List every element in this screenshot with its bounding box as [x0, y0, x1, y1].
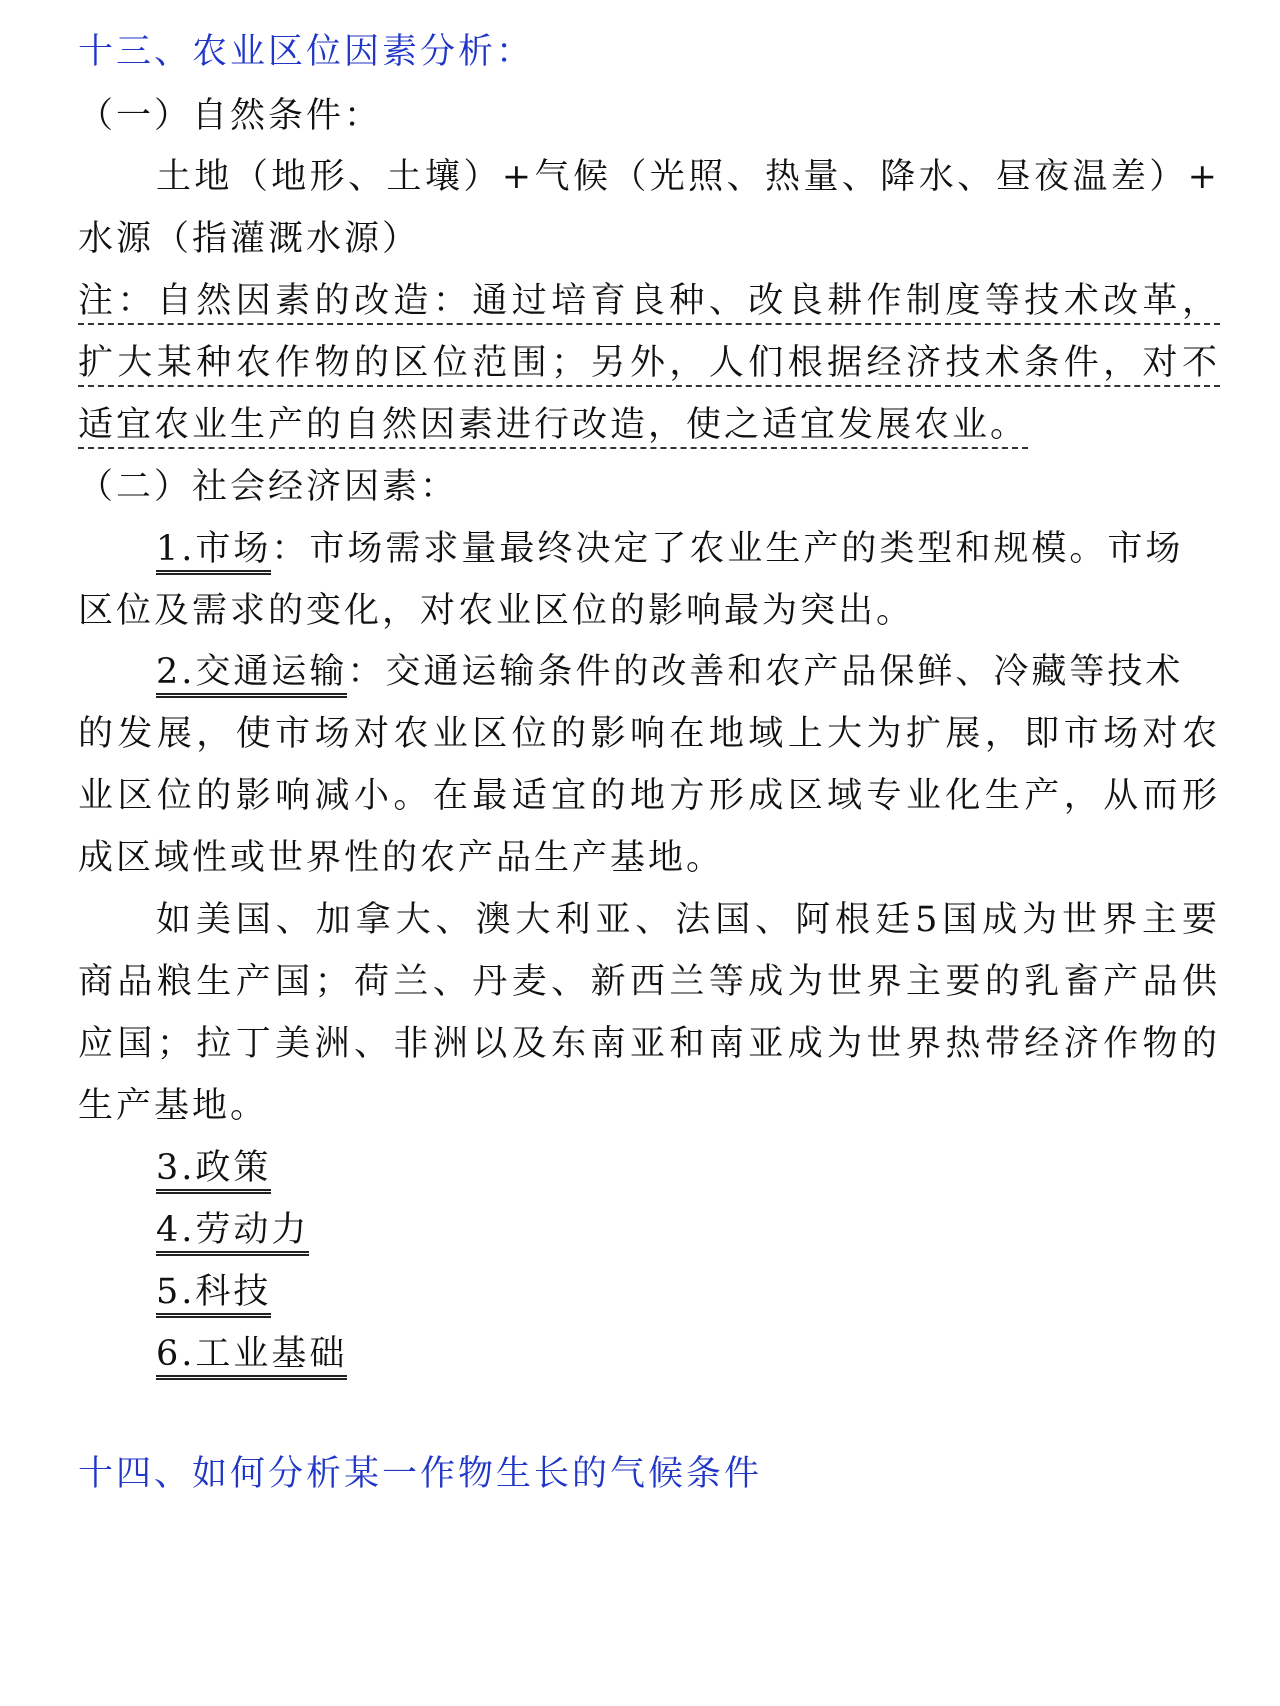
market-text-1: ：市场需求量最终决定了农业生产的类型和规模。市场 [271, 529, 1184, 569]
policy-item [156, 1144, 1220, 1192]
note-line-2-text: 扩大某种农作物的区位范围；另外，人们根据经济技术条件，对不 [78, 343, 1220, 387]
natural-conditions-line-1: 土地（地形、土壤）+气候（光照、热量、降水、昼夜温差）+ [156, 157, 1220, 197]
transport-line-4: 成区域性或世界性的农产品生产基地。 [78, 838, 725, 878]
transport-line-1 [156, 648, 1220, 696]
policy-label: 3.政策 [156, 1148, 271, 1194]
note-line-1 [78, 277, 1220, 325]
example-line-4: 生产基地。 [78, 1086, 269, 1126]
example-line-3: 应国；拉丁美洲、非洲以及东南亚和南亚成为世界热带经济作物的 [78, 1024, 1220, 1064]
note-line-2 [78, 339, 1220, 387]
example-line-2: 商品粮生产国；荷兰、丹麦、新西兰等成为世界主要的乳畜产品供 [78, 962, 1220, 1002]
industry-item [156, 1330, 1220, 1378]
note-line-3 [78, 401, 1220, 449]
example-line-1: 如美国、加拿大、澳大利亚、法国、阿根廷5国成为世界主要 [156, 900, 1220, 940]
note-line-3-text: 适宜农业生产的自然因素进行改造，使之适宜发展农业。 [78, 405, 1028, 449]
tech-item [156, 1268, 1220, 1316]
industry-label: 6.工业基础 [156, 1334, 347, 1380]
tech-label: 5.科技 [156, 1272, 271, 1318]
transport-line-3: 业区位的影响减小。在最适宜的地方形成区域专业化生产，从而形 [78, 776, 1220, 816]
socio-economic-heading: （二）社会经济因素： [78, 467, 459, 507]
section-13-title: 十三、农业区位因素分析： [78, 32, 535, 72]
natural-conditions-line-2: 水源（指灌溉水源） [78, 219, 421, 259]
labor-item [156, 1206, 1220, 1254]
transport-label: 2.交通运输 [156, 652, 347, 698]
market-label: 1.市场 [156, 529, 271, 575]
transport-line-2: 的发展，使市场对农业区位的影响在地域上大为扩展，即市场对农 [78, 714, 1220, 754]
natural-conditions-heading: （一）自然条件： [78, 96, 383, 136]
labor-label: 4.劳动力 [156, 1210, 309, 1256]
note-line-1-text: 注：自然因素的改造：通过培育良种、改良耕作制度等技术改革， [78, 281, 1220, 325]
market-line-1 [156, 525, 1220, 573]
section-14-title: 十四、如何分析某一作物生长的气候条件 [78, 1454, 763, 1494]
transport-text-1: ：交通运输条件的改善和农产品保鲜、冷藏等技术 [347, 652, 1184, 692]
market-line-2: 区位及需求的变化，对农业区位的影响最为突出。 [78, 591, 915, 631]
